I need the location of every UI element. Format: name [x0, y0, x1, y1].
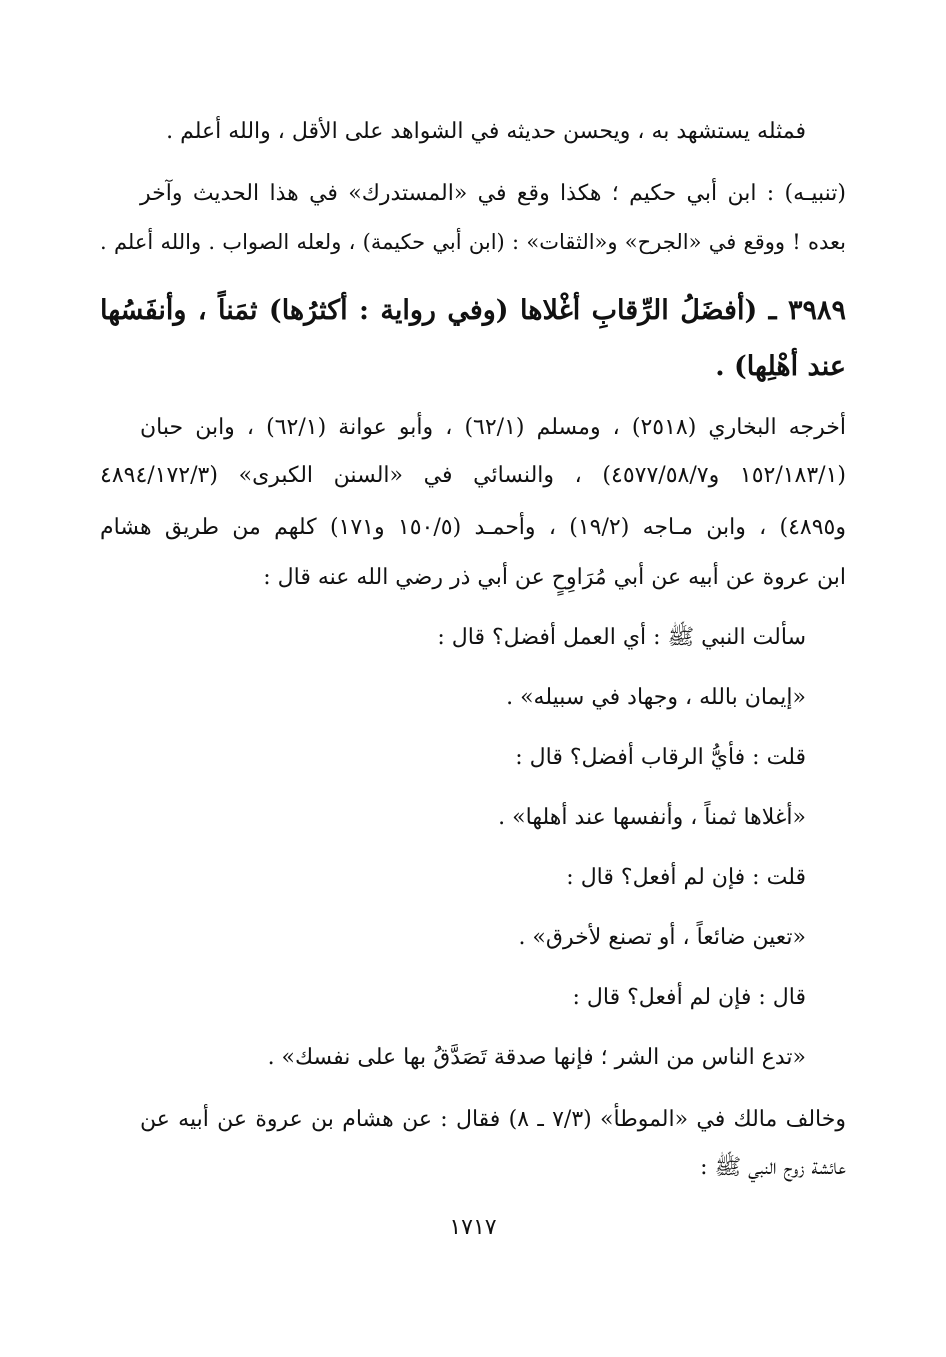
- text-line: عائشة زوج النبي ﷺ :: [700, 1155, 846, 1180]
- dialogue-line: «تعين ضائعاً ، أو تصنع لأخرق» .: [518, 925, 806, 950]
- hadith-heading: عند أهْلِها) .: [715, 351, 846, 382]
- text-line: فمثله يستشهد به ، ويحسن حديثه في الشواهد على الأقل ، والله أعلم .: [166, 119, 806, 144]
- dialogue-line: قال : فإن لم أفعل؟ قال :: [572, 985, 806, 1010]
- text-line: ابن عروة عن أبيه عن أبي مُرَاوِحٍ عن أبي ذر رضي الله عنه قال :: [263, 565, 846, 590]
- dialogue-line: «تدع الناس من الشر ؛ فإنها صدقة تَصَدَّقُ بها على نفسك» .: [267, 1045, 806, 1070]
- dialogue-line: قلت : فأيُّ الرقاب أفضل؟ قال :: [515, 745, 806, 770]
- hadith-heading: ٣٩٨٩ ـ (أفضَلُ الرِّقابِ أغْلاها (وفي رواية : أكثرُها) ثمَناً ، وأنفَسُها: [100, 295, 846, 326]
- text-line: وخالف مالك في «الموطأ» (٧/٣ ـ ٨) فقال : عن هشام بن عروة عن أبيه عن: [140, 1107, 846, 1132]
- dialogue-line: سألت النبي ﷺ : أي العمل أفضل؟ قال :: [437, 625, 806, 650]
- dialogue-line: «أغلاها ثمناً ، وأنفسها عند أهلها» .: [498, 805, 806, 830]
- text-line: بعده ! ووقع في «الجرح» و«الثقات» : (ابن أبي حكيمة) ، ولعله الصواب . والله أعلم .: [100, 230, 846, 254]
- text-line: أخرجه البخاري (٢٥١٨) ، ومسلم (٦٢/١) ، وأبو عوانة (٦٢/١) ، وابن حبان: [140, 415, 846, 440]
- text-line: و٤٨٩٥) ، وابن مـاجه (١٩/٢) ، وأحمـد (١٥٠/٥ و١٧١) كلهم من طريق هشام: [100, 515, 846, 540]
- text-line: (١٥٢/١٨٣/١ و٤٥٧٧/٥٨/٧) ، والنسائي في «السنن الكبرى» (٤٨٩٤/١٧٢/٣: [100, 463, 847, 488]
- text-line: (تنبيـه) : ابن أبي حكيم ؛ هكذا وقع في «المستدرك» في هذا الحديث وآخر: [140, 181, 846, 206]
- page-number: ١٧١٧: [449, 1215, 497, 1240]
- dialogue-line: «إيمان بالله ، وجهاد في سبيله» .: [506, 685, 806, 710]
- dialogue-line: قلت : فإن لم أفعل؟ قال :: [566, 865, 806, 890]
